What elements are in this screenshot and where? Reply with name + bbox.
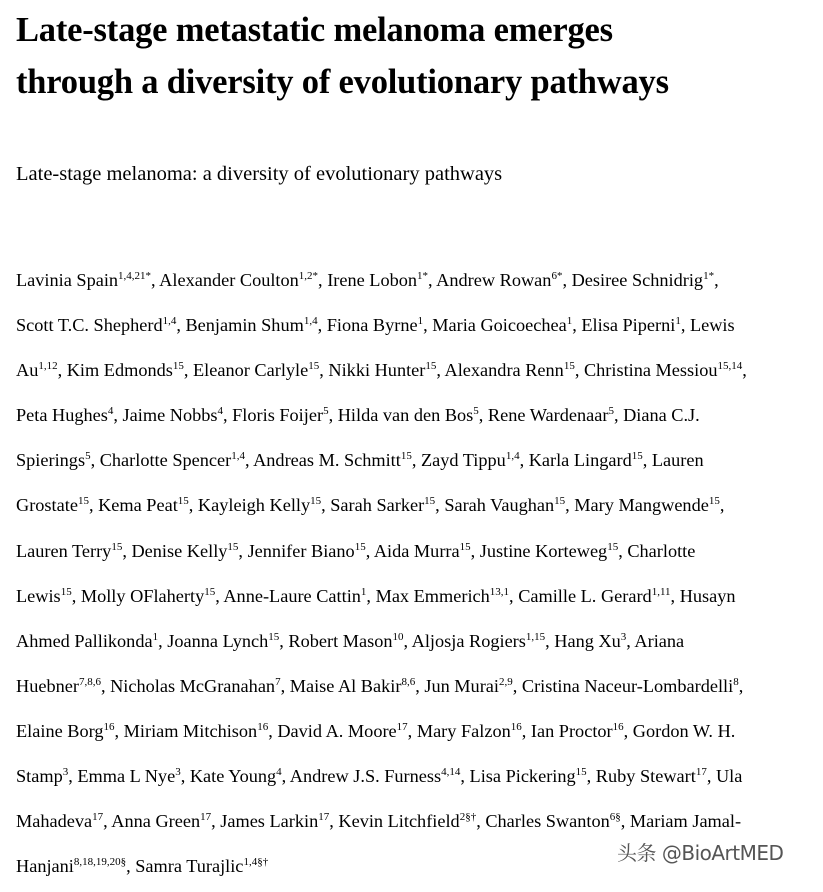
author-name: , Mary Mangwende — [565, 495, 709, 516]
author-name: , Eleanor Carlyle — [183, 360, 309, 381]
author-name: , Jun Murai — [415, 675, 499, 696]
author-name: , Maise Al Bakir — [280, 675, 402, 696]
watermark: 头条 @BioArtMED — [617, 841, 784, 865]
affiliation-superscript: 3 — [175, 766, 181, 779]
affiliation-superscript: 15 — [111, 540, 123, 553]
author-name: , Charles Swanton — [476, 811, 610, 832]
author-name: , Samra Turajlic — [126, 856, 244, 877]
affiliation-superscript: 17 — [396, 720, 408, 733]
author-name: , Miriam Mitchison — [114, 720, 258, 741]
author-name: , — [719, 495, 725, 516]
author-name: Scott T.C. Shepherd — [16, 315, 163, 336]
author-name: , Jaime Nobbs — [113, 405, 218, 426]
affiliation-superscript: 17 — [695, 766, 707, 779]
author-line — [16, 258, 821, 303]
affiliation-superscript: 16 — [510, 720, 522, 733]
author-name: Lavinia Spain — [16, 270, 119, 290]
author-name: , Robert Mason — [279, 630, 393, 651]
author-name: , Joanna Lynch — [158, 630, 269, 651]
affiliation-superscript: 1* — [703, 270, 715, 282]
affiliation-superscript: 4,14 — [441, 766, 461, 779]
affiliation-superscript: 1,11 — [651, 585, 671, 598]
author-name: , Denise Kelly — [122, 540, 228, 561]
author-name: Ahmed Pallikonda — [16, 630, 153, 651]
author-line — [16, 303, 821, 348]
affiliation-superscript: 15 — [554, 495, 566, 508]
author-name: , Kevin Litchfield — [329, 811, 460, 832]
affiliation-superscript: 17 — [92, 811, 104, 824]
affiliation-superscript: 15 — [268, 630, 280, 643]
author-name: , Aida Murra — [365, 540, 460, 561]
affiliation-superscript: 3 — [620, 630, 627, 643]
author-name: , Lisa Pickering — [460, 766, 576, 787]
author-line — [16, 438, 821, 483]
affiliation-superscript: 15 — [354, 540, 366, 553]
author-name: , Maria Goicoechea — [423, 315, 567, 336]
author-name: , Ula — [706, 766, 743, 787]
affiliation-superscript: 17 — [318, 811, 330, 824]
affiliation-superscript: 15 — [172, 360, 184, 373]
author-line — [16, 619, 821, 664]
affiliation-superscript: 4 — [276, 766, 282, 779]
affiliation-superscript: 1 — [152, 630, 159, 643]
author-name: , Desiree Schnidrig — [562, 270, 704, 290]
author-name: , Kayleigh Kelly — [188, 495, 311, 516]
author-line — [16, 664, 821, 709]
affiliation-superscript: 1,4 — [505, 450, 520, 463]
author-name: , Andrew Rowan — [428, 270, 552, 290]
author-name: , Ariana — [626, 630, 685, 651]
affiliation-superscript: 15 — [60, 585, 72, 598]
author-name: Elaine Borg — [16, 720, 104, 741]
author-name: , Rene Wardenaar — [478, 405, 609, 426]
author-name: Mahadeva — [16, 811, 93, 832]
author-name: , Kema Peat — [88, 495, 178, 516]
affiliation-superscript: 1,4§† — [243, 856, 269, 869]
author-name: , Andreas M. Schmitt — [244, 450, 401, 471]
author-name: , Nicholas McGranahan — [100, 675, 276, 696]
affiliation-superscript: 1,4,21* — [118, 270, 152, 282]
author-name: , David A. Moore — [268, 720, 397, 741]
affiliation-superscript: 15 — [77, 495, 89, 508]
author-line — [16, 709, 821, 754]
author-name: , Alexander Coulton — [151, 270, 299, 290]
affiliation-superscript: 5 — [85, 450, 91, 463]
author-name: , Jennifer Biano — [238, 540, 355, 561]
affiliation-superscript: 1,4 — [162, 315, 177, 328]
affiliation-superscript: 1 — [566, 315, 573, 328]
affiliation-superscript: 16 — [257, 720, 269, 733]
author-name: , Emma L Nye — [68, 766, 176, 787]
author-name: , — [742, 360, 747, 381]
author-name: , Hang Xu — [545, 630, 621, 651]
affiliation-superscript: 10 — [392, 630, 404, 643]
author-name: , Cristina Naceur-Lombardelli — [512, 675, 734, 696]
author-name: , Max Emmerich — [366, 585, 490, 606]
author-line — [16, 529, 821, 574]
author-name: , Christina Messiou — [574, 360, 718, 381]
author-name: , Charlotte — [618, 540, 696, 561]
affiliation-superscript: 1 — [675, 315, 681, 328]
author-name: , Ruby Stewart — [586, 766, 696, 787]
author-name: , Aljosja Rogiers — [403, 630, 526, 651]
author-name: , Nikki Hunter — [319, 360, 426, 381]
author-name: , Anne-Laure Cattin — [215, 585, 361, 606]
author-line — [16, 754, 821, 799]
author-name: , Zayd Tippu — [411, 450, 506, 471]
author-name: Spierings — [16, 450, 86, 471]
author-name: Huebner — [16, 675, 79, 696]
author-list — [16, 258, 821, 889]
affiliation-superscript: 8,6 — [401, 675, 416, 688]
affiliation-superscript: 1 — [417, 315, 424, 328]
affiliation-superscript: 5 — [323, 405, 329, 418]
affiliation-superscript: 4 — [107, 405, 114, 418]
affiliation-superscript: 1 — [360, 585, 367, 598]
affiliation-superscript: 17 — [200, 811, 212, 824]
author-name: , Diana C.J. — [613, 405, 700, 426]
author-name: , Lauren — [642, 450, 704, 471]
author-name: , Justine Korteweg — [470, 540, 608, 561]
author-name: , — [738, 675, 744, 696]
affiliation-superscript: 15 — [425, 360, 437, 373]
author-name: Hanjani — [16, 856, 74, 877]
author-name: , Fiona Byrne — [317, 315, 418, 336]
affiliation-superscript: 1,4 — [231, 450, 245, 463]
author-name: , Camille L. Gerard — [509, 585, 652, 606]
author-name: Peta Hughes — [16, 405, 108, 426]
author-name: , Gordon W. H. — [623, 720, 736, 741]
author-name: , Mary Falzon — [407, 720, 511, 741]
affiliation-superscript: 16 — [103, 720, 115, 733]
author-name: , Husayn — [670, 585, 736, 606]
author-name: , Ian Proctor — [521, 720, 613, 741]
author-name: Stamp — [16, 766, 63, 787]
title-line-1: Late-stage metastatic melanoma emerges — [16, 11, 613, 49]
affiliation-superscript: 4 — [217, 405, 223, 418]
affiliation-superscript: 2§† — [459, 811, 477, 824]
author-name: , Benjamin Shum — [176, 315, 304, 336]
affiliation-superscript: 3 — [62, 766, 69, 779]
affiliation-superscript: 6§ — [609, 811, 621, 824]
author-name: , Charlotte Spencer — [90, 450, 232, 471]
affiliation-superscript: 15 — [631, 450, 643, 463]
author-name: , Alexandra Renn — [436, 360, 564, 381]
author-name: Au — [16, 360, 39, 381]
author-name: , Anna Green — [103, 811, 201, 832]
affiliation-superscript: 15 — [227, 540, 239, 553]
affiliation-superscript: 1* — [417, 270, 429, 282]
affiliation-superscript: 15 — [308, 360, 320, 373]
affiliation-superscript: 15 — [708, 495, 720, 508]
author-name: , Kim Edmonds — [57, 360, 173, 381]
author-name: , Andrew J.S. Furness — [281, 766, 442, 787]
author-name: Grostate — [16, 495, 78, 516]
author-line — [16, 393, 821, 438]
author-name: , Lewis — [680, 315, 735, 336]
author-name: , Floris Foijer — [223, 405, 324, 426]
author-line — [16, 574, 821, 619]
affiliation-superscript: 15 — [204, 585, 216, 598]
author-name: , Elisa Piperni — [572, 315, 676, 336]
affiliation-superscript: 15 — [563, 360, 575, 373]
author-name: , Irene Lobon — [318, 270, 418, 290]
author-name: , Sarah Vaughan — [435, 495, 555, 516]
author-name: , Karla Lingard — [519, 450, 632, 471]
author-name: , Mariam Jamal- — [620, 811, 742, 832]
affiliation-superscript: 7 — [275, 675, 281, 688]
affiliation-superscript: 1,2* — [298, 270, 319, 282]
affiliation-superscript: 6* — [551, 270, 563, 282]
title-line-2: through a diversity of evolutionary pathways — [16, 63, 669, 101]
affiliation-superscript: 5 — [608, 405, 614, 418]
affiliation-superscript: 1,15 — [525, 630, 546, 643]
author-name: , — [714, 270, 719, 290]
affiliation-superscript: 15 — [424, 495, 436, 508]
author-name: Lewis — [16, 585, 61, 606]
paper-title — [16, 4, 669, 108]
affiliation-superscript: 1,12 — [38, 360, 58, 373]
affiliation-superscript: 5 — [473, 405, 479, 418]
affiliation-superscript: 16 — [612, 720, 624, 733]
affiliation-superscript: 15 — [400, 450, 412, 463]
author-name: , Sarah Sarker — [321, 495, 425, 516]
running-title: Late-stage melanoma: a diversity of evolutionary pathways — [16, 163, 503, 185]
author-line — [16, 348, 821, 393]
affiliation-superscript: 15 — [459, 540, 471, 553]
affiliation-superscript: 1,4 — [303, 315, 318, 328]
affiliation-superscript: 8,18,19,20§ — [73, 856, 127, 869]
affiliation-superscript: 15 — [177, 495, 189, 508]
affiliation-superscript: 13,1 — [489, 585, 510, 598]
affiliation-superscript: 15,14 — [717, 360, 743, 373]
affiliation-superscript: 15 — [607, 540, 619, 553]
author-name: , James Larkin — [211, 811, 319, 832]
affiliation-superscript: 7,8,6 — [78, 675, 101, 688]
affiliation-superscript: 15 — [575, 766, 587, 779]
author-name: Lauren Terry — [16, 540, 112, 561]
affiliation-superscript: 15 — [310, 495, 322, 508]
affiliation-superscript: 8 — [733, 675, 739, 688]
author-name: , Hilda van den Bos — [328, 405, 474, 426]
affiliation-superscript: 2,9 — [498, 675, 513, 688]
author-line — [16, 483, 821, 528]
author-name: , Molly OFlaherty — [71, 585, 205, 606]
author-name: , Kate Young — [180, 766, 277, 787]
